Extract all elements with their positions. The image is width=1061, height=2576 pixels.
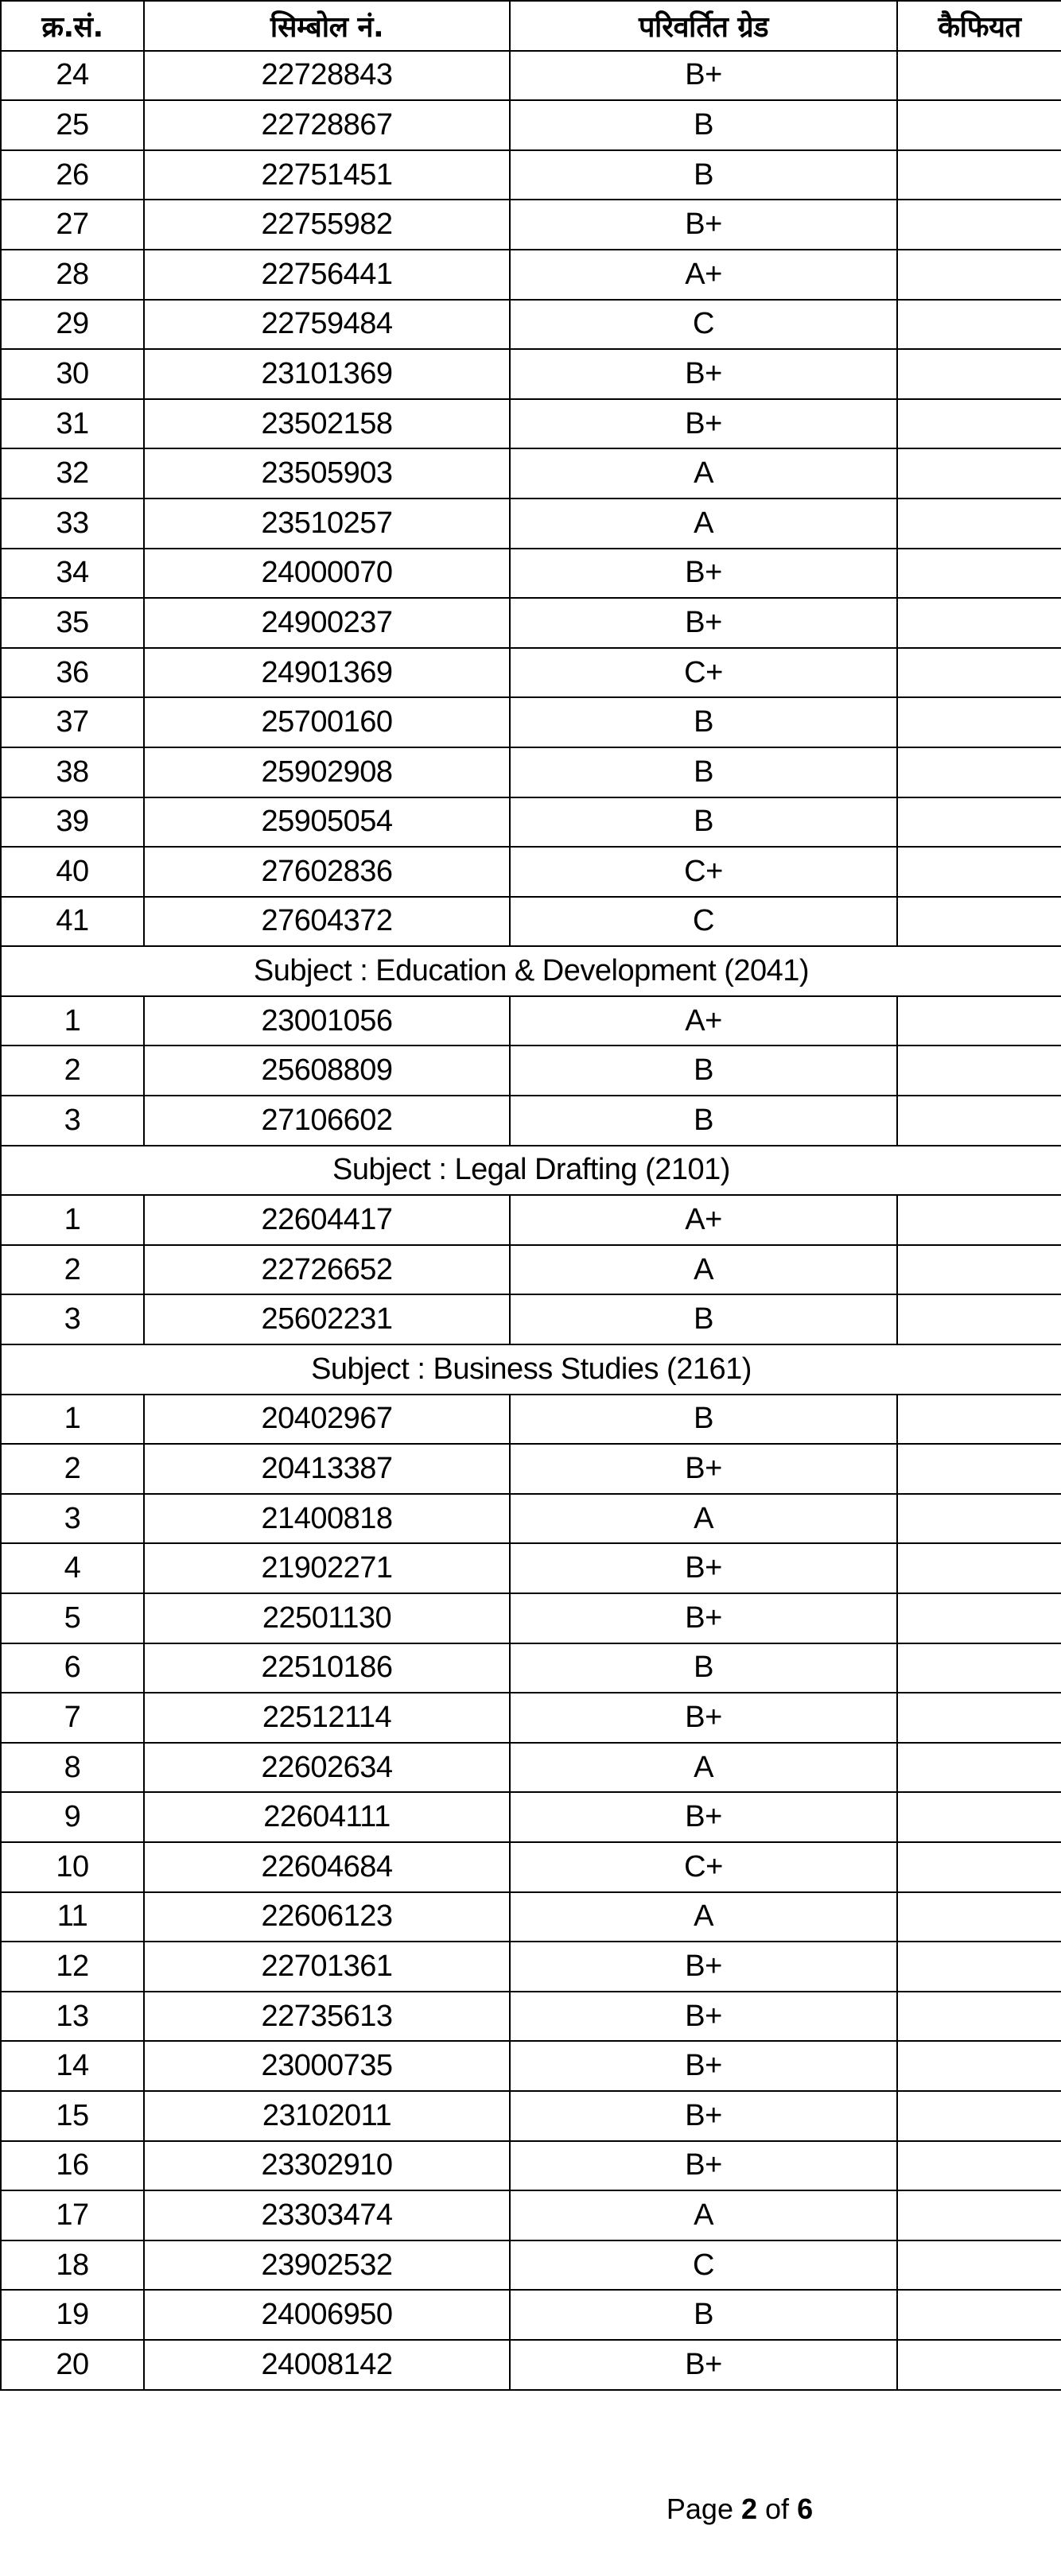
remarks-cell (897, 499, 1061, 549)
subject-title: Subject : Legal Drafting (2101) (1, 1146, 1061, 1196)
grade-cell: B+ (510, 2340, 897, 2390)
remarks-cell (897, 51, 1061, 101)
remarks-cell (897, 996, 1061, 1046)
remarks-cell (897, 1992, 1061, 2042)
remarks-cell (897, 1195, 1061, 1245)
serial-no-cell: 38 (1, 747, 144, 797)
table-row (1, 250, 1061, 300)
symbol-no-cell: 22604111 (144, 1792, 510, 1842)
serial-no-cell: 14 (1, 2041, 144, 2091)
table-row (1, 399, 1061, 449)
symbol-no-cell: 27602836 (144, 847, 510, 897)
symbol-no-cell: 24900237 (144, 598, 510, 648)
symbol-no-cell: 22604684 (144, 1842, 510, 1892)
table-row (1, 549, 1061, 599)
grade-cell: A+ (510, 250, 897, 300)
serial-no-cell: 1 (1, 996, 144, 1046)
remarks-cell (897, 1842, 1061, 1892)
grade-cell: A (510, 1892, 897, 1942)
serial-no-cell: 2 (1, 1046, 144, 1096)
remarks-cell (897, 1693, 1061, 1743)
remarks-cell (897, 2190, 1061, 2240)
grade-cell: B (510, 1096, 897, 1146)
grade-cell: B+ (510, 399, 897, 449)
table-row (1, 2340, 1061, 2390)
table-row (1, 1245, 1061, 1295)
remarks-cell (897, 747, 1061, 797)
serial-no-cell: 20 (1, 2340, 144, 2390)
grade-cell: C+ (510, 1842, 897, 1892)
serial-no-cell: 37 (1, 697, 144, 747)
remarks-cell (897, 697, 1061, 747)
remarks-cell (897, 648, 1061, 698)
serial-no-cell: 28 (1, 250, 144, 300)
table-row (1, 200, 1061, 250)
serial-no-cell: 31 (1, 399, 144, 449)
serial-no-cell: 6 (1, 1643, 144, 1693)
table-row (1, 300, 1061, 350)
symbol-no-cell: 22755982 (144, 200, 510, 250)
serial-no-cell: 1 (1, 1395, 144, 1445)
symbol-no-cell: 23502158 (144, 399, 510, 449)
remarks-cell (897, 150, 1061, 200)
serial-no-cell: 18 (1, 2240, 144, 2291)
grade-cell: B+ (510, 200, 897, 250)
grade-cell: A+ (510, 1195, 897, 1245)
symbol-no-cell: 23101369 (144, 349, 510, 399)
remarks-cell (897, 1643, 1061, 1693)
serial-no-cell: 3 (1, 1096, 144, 1146)
symbol-no-cell: 25700160 (144, 697, 510, 747)
symbol-no-cell: 23510257 (144, 499, 510, 549)
table-row (1, 1842, 1061, 1892)
symbol-no-cell: 22759484 (144, 300, 510, 350)
table-row (1, 897, 1061, 947)
grade-cell: B+ (510, 349, 897, 399)
symbol-no-cell: 24006950 (144, 2290, 510, 2340)
remarks-cell (897, 448, 1061, 499)
serial-no-cell: 1 (1, 1195, 144, 1245)
grade-cell: A (510, 448, 897, 499)
subject-title: Subject : Education & Development (2041) (1, 946, 1061, 996)
remarks-cell (897, 1543, 1061, 1593)
grade-cell: B (510, 150, 897, 200)
symbol-no-cell: 23303474 (144, 2190, 510, 2240)
grade-cell: C+ (510, 847, 897, 897)
grade-cell: B+ (510, 1444, 897, 1494)
grade-cell: A (510, 2190, 897, 2240)
symbol-no-cell: 23902532 (144, 2240, 510, 2291)
symbol-no-cell: 24000070 (144, 549, 510, 599)
grade-cell: B+ (510, 1942, 897, 1992)
page-label: Page (666, 2493, 733, 2525)
table-row (1, 150, 1061, 200)
remarks-cell (897, 100, 1061, 150)
grade-cell: B+ (510, 1792, 897, 1842)
serial-no-cell: 9 (1, 1792, 144, 1842)
remarks-cell (897, 549, 1061, 599)
serial-no-cell: 2 (1, 1444, 144, 1494)
grade-cell: B (510, 1643, 897, 1693)
remarks-cell (897, 300, 1061, 350)
symbol-no-cell: 22701361 (144, 1942, 510, 1992)
serial-no-cell: 25 (1, 100, 144, 150)
remarks-cell (897, 2340, 1061, 2390)
grade-cell: A (510, 1494, 897, 1544)
header-symbol-no: सिम्बोल नं. (144, 1, 510, 51)
grade-cell: B (510, 1046, 897, 1096)
serial-no-cell: 36 (1, 648, 144, 698)
symbol-no-cell: 23001056 (144, 996, 510, 1046)
symbol-no-cell: 22604417 (144, 1195, 510, 1245)
serial-no-cell: 39 (1, 797, 144, 848)
grade-cell: B+ (510, 1992, 897, 2042)
remarks-cell (897, 1395, 1061, 1445)
serial-no-cell: 7 (1, 1693, 144, 1743)
table-row (1, 697, 1061, 747)
table-row (1, 1593, 1061, 1643)
symbol-no-cell: 27604372 (144, 897, 510, 947)
serial-no-cell: 35 (1, 598, 144, 648)
serial-no-cell: 32 (1, 448, 144, 499)
grade-cell: B+ (510, 1543, 897, 1593)
symbol-no-cell: 25602231 (144, 1294, 510, 1344)
grade-cell: B+ (510, 51, 897, 101)
grade-cell: B (510, 100, 897, 150)
serial-no-cell: 15 (1, 2091, 144, 2141)
grade-cell: B (510, 797, 897, 848)
grade-cell: B+ (510, 2041, 897, 2091)
symbol-no-cell: 22606123 (144, 1892, 510, 1942)
symbol-no-cell: 24008142 (144, 2340, 510, 2390)
table-row (1, 1743, 1061, 1793)
symbol-no-cell: 22728867 (144, 100, 510, 150)
table-row (1, 448, 1061, 499)
remarks-cell (897, 1494, 1061, 1544)
header-remarks: कैफियत (897, 1, 1061, 51)
remarks-cell (897, 598, 1061, 648)
grade-cell: B+ (510, 2091, 897, 2141)
remarks-cell (897, 1096, 1061, 1146)
current-page: 2 (740, 2493, 758, 2525)
table-row (1, 1992, 1061, 2042)
table-row (1, 1792, 1061, 1842)
symbol-no-cell: 22512114 (144, 1693, 510, 1743)
remarks-cell (897, 399, 1061, 449)
remarks-cell (897, 2240, 1061, 2291)
symbol-no-cell: 23102011 (144, 2091, 510, 2141)
table-row (1, 1543, 1061, 1593)
serial-no-cell: 34 (1, 549, 144, 599)
table-row (1, 648, 1061, 698)
grade-cell: B (510, 697, 897, 747)
serial-no-cell: 41 (1, 897, 144, 947)
symbol-no-cell: 20413387 (144, 1444, 510, 1494)
grade-cell: A+ (510, 996, 897, 1046)
serial-no-cell: 3 (1, 1494, 144, 1544)
symbol-no-cell: 25608809 (144, 1046, 510, 1096)
grade-cell: C+ (510, 648, 897, 698)
remarks-cell (897, 1942, 1061, 1992)
remarks-cell (897, 897, 1061, 947)
header-revised-grade: परिवर्तित ग्रेड (510, 1, 897, 51)
serial-no-cell: 33 (1, 499, 144, 549)
remarks-cell (897, 200, 1061, 250)
table-row (1, 1693, 1061, 1743)
grade-cell: B (510, 1294, 897, 1344)
serial-no-cell: 5 (1, 1593, 144, 1643)
remarks-cell (897, 1792, 1061, 1842)
grade-cell: C (510, 300, 897, 350)
grade-cell: B+ (510, 1593, 897, 1643)
symbol-no-cell: 21902271 (144, 1543, 510, 1593)
table-row (1, 996, 1061, 1046)
remarks-cell (897, 1892, 1061, 1942)
header-row (1, 1, 1061, 51)
serial-no-cell: 11 (1, 1892, 144, 1942)
serial-no-cell: 30 (1, 349, 144, 399)
symbol-no-cell: 22751451 (144, 150, 510, 200)
grade-cell: B (510, 747, 897, 797)
serial-no-cell: 4 (1, 1543, 144, 1593)
table-row (1, 847, 1061, 897)
remarks-cell (897, 1593, 1061, 1643)
symbol-no-cell: 24901369 (144, 648, 510, 698)
symbol-no-cell: 25905054 (144, 797, 510, 848)
serial-no-cell: 19 (1, 2290, 144, 2340)
grade-cell: B+ (510, 549, 897, 599)
table-row (1, 1294, 1061, 1344)
symbol-no-cell: 22735613 (144, 1992, 510, 2042)
subject-header-row (1, 1146, 1061, 1196)
symbol-no-cell: 23302910 (144, 2141, 510, 2191)
grade-cell: B+ (510, 1693, 897, 1743)
table-row (1, 1444, 1061, 1494)
table-row (1, 1494, 1061, 1544)
grade-cell: A (510, 1245, 897, 1295)
subject-header-row (1, 1344, 1061, 1395)
grade-cell: B+ (510, 598, 897, 648)
grade-cell: A (510, 499, 897, 549)
remarks-cell (897, 1046, 1061, 1096)
serial-no-cell: 10 (1, 1842, 144, 1892)
grade-cell: A (510, 1743, 897, 1793)
symbol-no-cell: 22602634 (144, 1743, 510, 1793)
table-row (1, 2190, 1061, 2240)
table-row (1, 2240, 1061, 2291)
serial-no-cell: 26 (1, 150, 144, 200)
grade-table-body (1, 51, 1061, 2390)
remarks-cell (897, 250, 1061, 300)
of-label: of (765, 2493, 790, 2525)
remarks-cell (897, 1444, 1061, 1494)
symbol-no-cell: 22756441 (144, 250, 510, 300)
grade-cell: B+ (510, 2141, 897, 2191)
serial-no-cell: 27 (1, 200, 144, 250)
serial-no-cell: 40 (1, 847, 144, 897)
table-row (1, 598, 1061, 648)
total-pages: 6 (797, 2493, 814, 2525)
remarks-cell (897, 2041, 1061, 2091)
serial-no-cell: 3 (1, 1294, 144, 1344)
table-row (1, 2290, 1061, 2340)
serial-no-cell: 17 (1, 2190, 144, 2240)
table-row (1, 100, 1061, 150)
table-row (1, 1195, 1061, 1245)
table-row (1, 51, 1061, 101)
symbol-no-cell: 22501130 (144, 1593, 510, 1643)
serial-no-cell: 2 (1, 1245, 144, 1295)
table-row (1, 747, 1061, 797)
grade-cell: B (510, 1395, 897, 1445)
table-row (1, 1096, 1061, 1146)
serial-no-cell: 13 (1, 1992, 144, 2042)
symbol-no-cell: 22510186 (144, 1643, 510, 1693)
page-footer (636, 2493, 843, 2526)
remarks-cell (897, 797, 1061, 848)
remarks-cell (897, 1245, 1061, 1295)
table-row (1, 1046, 1061, 1096)
serial-no-cell: 24 (1, 51, 144, 101)
table-row (1, 797, 1061, 848)
serial-no-cell: 12 (1, 1942, 144, 1992)
subject-title: Subject : Business Studies (2161) (1, 1344, 1061, 1395)
grade-cell: C (510, 2240, 897, 2291)
symbol-no-cell: 23505903 (144, 448, 510, 499)
table-row (1, 349, 1061, 399)
table-row (1, 2041, 1061, 2091)
grade-cell: B (510, 2290, 897, 2340)
remarks-cell (897, 1294, 1061, 1344)
symbol-no-cell: 22726652 (144, 1245, 510, 1295)
table-row (1, 2091, 1061, 2141)
subject-header-row (1, 946, 1061, 996)
table-row (1, 1942, 1061, 1992)
grade-cell: C (510, 897, 897, 947)
table-row (1, 1395, 1061, 1445)
remarks-cell (897, 2091, 1061, 2141)
symbol-no-cell: 20402967 (144, 1395, 510, 1445)
serial-no-cell: 16 (1, 2141, 144, 2191)
remarks-cell (897, 1743, 1061, 1793)
remarks-cell (897, 2141, 1061, 2191)
serial-no-cell: 29 (1, 300, 144, 350)
table-row (1, 1643, 1061, 1693)
symbol-no-cell: 23000735 (144, 2041, 510, 2091)
header-serial-no: क्र.सं. (1, 1, 144, 51)
table-row (1, 1892, 1061, 1942)
remarks-cell (897, 349, 1061, 399)
symbol-no-cell: 25902908 (144, 747, 510, 797)
table-row (1, 499, 1061, 549)
remarks-cell (897, 2290, 1061, 2340)
symbol-no-cell: 22728843 (144, 51, 510, 101)
remarks-cell (897, 847, 1061, 897)
symbol-no-cell: 27106602 (144, 1096, 510, 1146)
table-row (1, 2141, 1061, 2191)
symbol-no-cell: 21400818 (144, 1494, 510, 1544)
serial-no-cell: 8 (1, 1743, 144, 1793)
